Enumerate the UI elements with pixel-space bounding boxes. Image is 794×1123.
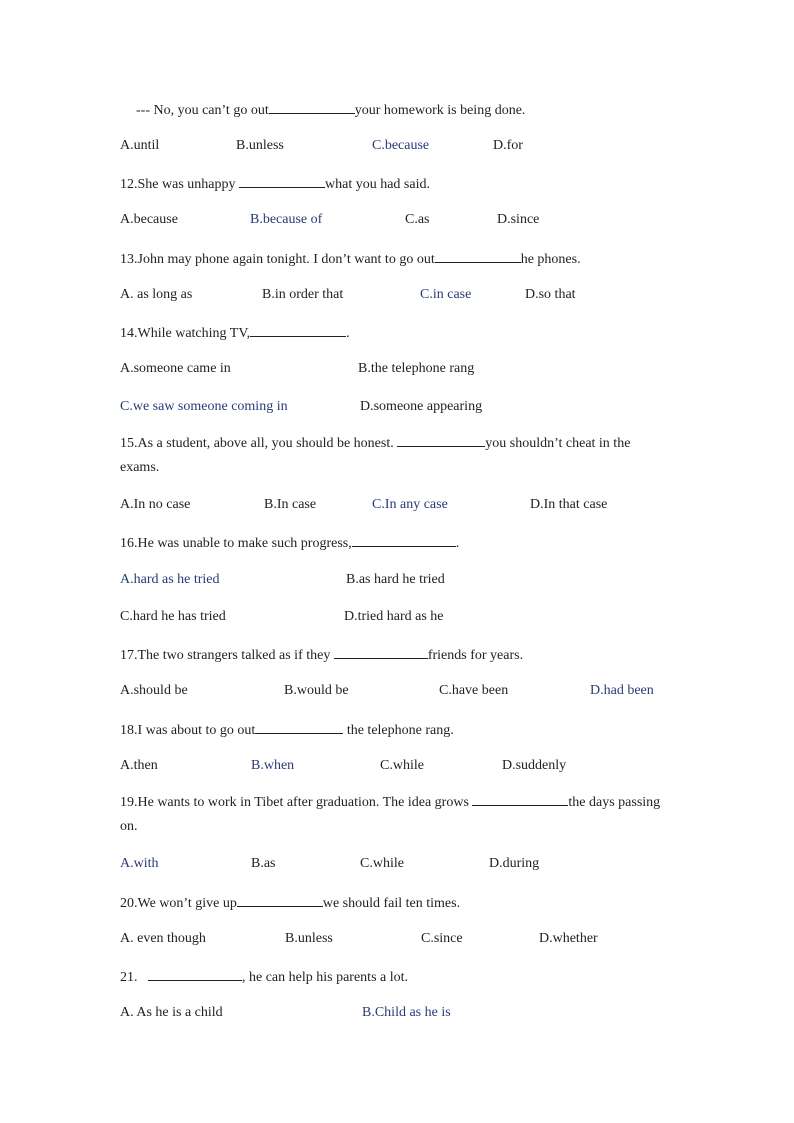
question-16-options-cd — [120, 608, 680, 626]
stem-prefix — [138, 970, 149, 985]
option-d[interactable]: D.someone appearing — [360, 399, 483, 414]
option-c[interactable]: C.since — [421, 931, 463, 946]
question-20-options — [120, 930, 680, 948]
question-number: 16. — [120, 536, 138, 551]
answer-blank — [472, 792, 568, 806]
answer-blank — [269, 100, 355, 114]
option-b[interactable]: B.In case — [264, 497, 317, 512]
option-b[interactable]: B.Child as he is — [362, 1005, 451, 1020]
option-c[interactable]: C.as — [405, 212, 430, 227]
question-14-options-cd — [120, 398, 680, 416]
option-b[interactable]: B.because of — [250, 212, 323, 227]
option-c[interactable]: C.we saw someone coming in — [120, 399, 288, 414]
stem-suffix: . — [455, 536, 460, 551]
option-c[interactable]: C.In any case — [372, 497, 448, 512]
stem-suffix: we should fail ten times. — [322, 896, 461, 911]
option-b[interactable]: B.when — [251, 758, 295, 773]
answer-blank — [237, 893, 323, 907]
stem-suffix: . — [346, 326, 350, 341]
question-number: 17. — [120, 648, 138, 663]
option-a[interactable]: A.then — [120, 758, 158, 773]
answer-blank — [239, 174, 325, 188]
stem-suffix: what you had said. — [325, 177, 430, 192]
stem-suffix: the days passing on. — [120, 795, 661, 834]
answer-blank — [250, 323, 346, 337]
option-d[interactable]: D.suddenly — [502, 758, 567, 773]
question-number: 21. — [120, 970, 138, 985]
stem-prefix: He was unable to make such progress, — [137, 536, 352, 551]
stem-suffix: friends for years. — [427, 648, 524, 663]
option-b[interactable]: B.unless — [236, 138, 284, 153]
option-c[interactable]: C.in case — [420, 287, 472, 302]
option-a[interactable]: A.because — [120, 212, 178, 227]
question-number: 19. — [120, 795, 138, 810]
stem-prefix: While watching TV, — [137, 326, 251, 341]
stem-prefix: The two strangers talked as if they — [137, 648, 334, 663]
option-a[interactable]: A.hard as he tried — [120, 572, 220, 587]
option-a[interactable]: A. as long as — [120, 287, 193, 302]
question-13-options — [120, 286, 680, 304]
stem-prefix: She was unhappy — [137, 177, 239, 192]
option-c[interactable]: C.have been — [439, 683, 509, 698]
q11-stem — [136, 100, 525, 120]
stem-suffix: he phones. — [520, 252, 581, 267]
option-c[interactable]: C.while — [380, 758, 424, 773]
question-18-options — [120, 757, 680, 775]
q11-stem-suffix: your homework is being done. — [354, 103, 526, 118]
option-c[interactable]: C.hard he has tried — [120, 609, 226, 624]
question-18-stem — [120, 720, 454, 740]
option-d[interactable]: D.tried hard as he — [344, 609, 444, 624]
answer-blank — [352, 533, 456, 547]
question-19-stem — [120, 791, 672, 839]
option-a[interactable]: A.someone came in — [120, 361, 231, 376]
stem-prefix: I was about to go out — [137, 723, 256, 738]
question-13-stem — [120, 249, 581, 269]
question-20-stem — [120, 893, 460, 913]
question-14-options-ab — [120, 360, 680, 378]
question-17-stem — [120, 645, 523, 665]
question-21-stem — [120, 967, 408, 987]
answer-blank — [435, 249, 521, 263]
option-b[interactable]: B.the telephone rang — [358, 361, 475, 376]
question-number: 15. — [120, 436, 138, 451]
question-15-stem — [120, 432, 672, 480]
option-b[interactable]: B.as hard he tried — [346, 572, 445, 587]
question-19-options — [120, 855, 680, 873]
question-16-stem — [120, 533, 459, 553]
option-b[interactable]: B.in order that — [262, 287, 344, 302]
option-b[interactable]: B.as — [251, 856, 276, 871]
stem-suffix: you shouldn’t cheat in the exams. — [120, 436, 631, 475]
answer-blank — [148, 967, 242, 981]
option-b[interactable]: B.would be — [284, 683, 349, 698]
stem-prefix: We won’t give up — [137, 896, 237, 911]
question-15-options — [120, 496, 680, 514]
option-a[interactable]: A.should be — [120, 683, 188, 698]
q11-stem-prefix: --- No, you can’t go out — [136, 103, 269, 118]
option-c[interactable]: C.while — [360, 856, 404, 871]
option-d[interactable]: D.during — [489, 856, 540, 871]
option-a[interactable]: A.until — [120, 138, 160, 153]
question-12-options — [120, 211, 680, 229]
question-21-options — [120, 1004, 680, 1022]
stem-prefix: John may phone again tonight. I don’t want to go out — [137, 252, 435, 267]
option-a[interactable]: A.with — [120, 856, 159, 871]
question-number: 18. — [120, 723, 138, 738]
option-d[interactable]: D.had been — [590, 683, 654, 698]
question-12-stem — [120, 174, 430, 194]
stem-suffix: the telephone rang. — [343, 723, 454, 738]
option-d[interactable]: D.for — [493, 138, 523, 153]
answer-blank — [334, 645, 428, 659]
question-number: 12. — [120, 177, 138, 192]
option-d[interactable]: D.so that — [525, 287, 576, 302]
option-d[interactable]: D.whether — [539, 931, 598, 946]
question-17-options — [120, 682, 680, 700]
stem-prefix: He wants to work in Tibet after graduation. The idea grows — [137, 795, 473, 810]
q11-options — [120, 137, 680, 155]
question-number: 14. — [120, 326, 138, 341]
option-a[interactable]: A. even though — [120, 931, 206, 946]
question-number: 20. — [120, 896, 138, 911]
stem-suffix: , he can help his parents a lot. — [242, 970, 409, 985]
option-b[interactable]: B.unless — [285, 931, 333, 946]
option-d[interactable]: D.In that case — [530, 497, 608, 512]
option-a[interactable]: A. As he is a child — [120, 1005, 223, 1020]
question-16-options-ab — [120, 571, 680, 589]
question-number: 13. — [120, 252, 138, 267]
option-d[interactable]: D.since — [497, 212, 540, 227]
question-14-stem — [120, 323, 350, 343]
option-c[interactable]: C.because — [372, 138, 430, 153]
answer-blank — [255, 720, 343, 734]
stem-prefix: As a student, above all, you should be honest. — [137, 436, 398, 451]
answer-blank — [397, 433, 485, 447]
option-a[interactable]: A.In no case — [120, 497, 191, 512]
